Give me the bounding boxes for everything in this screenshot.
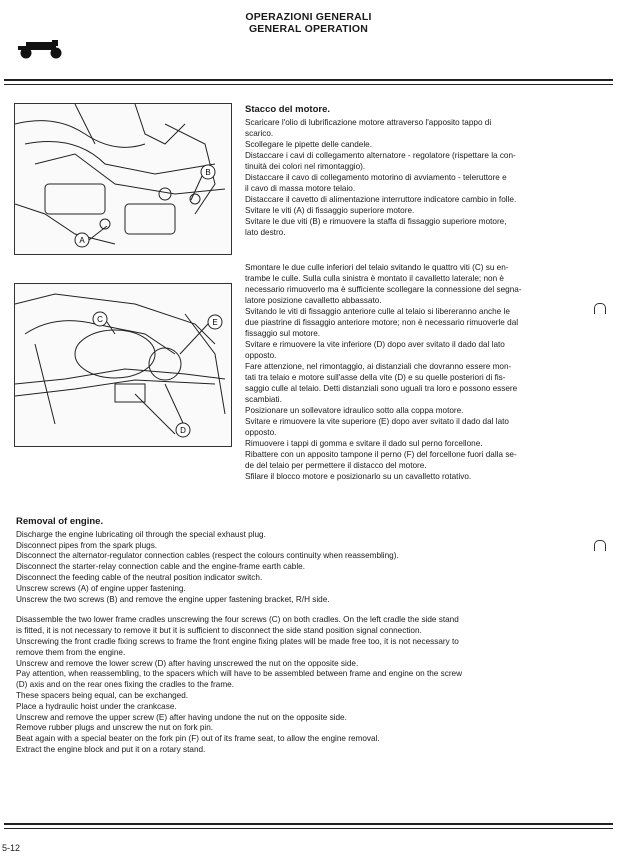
text-line: Unscrew and remove the lower screw (D) after having unscrewed the nut on the opposite side. bbox=[16, 658, 359, 668]
text-line: de del telaio per permettere il distacco del motore. bbox=[245, 461, 427, 470]
text-line: trambe le culle. Sulla culla sinistra è montato il cavalletto laterale; non è bbox=[245, 274, 504, 283]
text-line: Svitare le viti (A) di fissaggio superiore motore. bbox=[245, 206, 415, 215]
footer-rule bbox=[4, 823, 613, 825]
text-line: Disconnect pipes from the spark plugs. bbox=[16, 540, 158, 550]
engine-cradle-figure bbox=[14, 283, 232, 447]
text-line: latore posizione cavalletto abbassato. bbox=[245, 296, 382, 305]
text-line: opposto. bbox=[245, 428, 277, 437]
text-line: Disconnect the starter-relay connection cable and the engine-frame earth cable. bbox=[16, 562, 306, 572]
text-line: Extract the engine block and put it on a rotary stand. bbox=[16, 744, 206, 754]
text-line: Smontare le due culle inferiori del telaio svitando le quattro viti (C) su en- bbox=[245, 263, 509, 272]
text-line: Scaricare l'olio di lubrificazione motore attraverso l'apposito tappo di bbox=[245, 118, 492, 127]
italian-paragraph-2 bbox=[245, 262, 573, 482]
punch-hole-mark bbox=[594, 303, 606, 314]
text-line: opposto. bbox=[245, 351, 277, 360]
text-line: remove them from the engine. bbox=[16, 647, 126, 657]
italian-paragraph-1 bbox=[245, 117, 573, 238]
text-line: lato destro. bbox=[245, 228, 286, 237]
text-line: Pay attention, when reassembling, to the spacers which will have to be assembled between frame and engine on the screw bbox=[16, 669, 463, 679]
text-line: Remove rubber plugs and unscrew the nut on fork pin. bbox=[16, 723, 214, 733]
text-line: Unscrew and remove the upper screw (E) after having undone the nut on the opposite side. bbox=[16, 712, 347, 722]
text-line: Distaccare il cavo di collegamento motorino di avviamento - teleruttore e bbox=[245, 173, 507, 182]
text-line: Scollegare le pipette delle candele. bbox=[245, 140, 372, 149]
footer-rule-thin bbox=[4, 828, 613, 829]
text-line: Svitare e rimuovere la vite superiore (E) dopo aver svitato il dado dal lato bbox=[245, 417, 509, 426]
text-line: Unscrew the two screws (B) and remove the engine upper fastening bracket, R/H side. bbox=[16, 594, 330, 604]
figure-label-d: D bbox=[180, 426, 186, 435]
text-line: scarico. bbox=[245, 129, 274, 138]
text-line: Fare attenzione, nel rimontaggio, ai distanziali che dovranno essere mon- bbox=[245, 362, 512, 371]
text-line: is fitted, it is not necessary to remove it but it is sufficient to disconnect the side stand position signal connection. bbox=[16, 626, 422, 636]
text-line: Unscrew screws (A) of engine upper fastening. bbox=[16, 583, 186, 593]
text-line: Distaccare il cavetto di alimentazione interruttore indicatore cambio in folle. bbox=[245, 195, 517, 204]
italian-section bbox=[245, 104, 573, 238]
text-line: Disassemble the two lower frame cradles unscrewing the four screws (C) on both cradles. On the left cradle the side stand bbox=[16, 615, 459, 625]
header-rule bbox=[4, 79, 613, 81]
text-line: Discharge the engine lubricating oil through the special exhaust plug. bbox=[16, 529, 266, 539]
english-paragraph-2 bbox=[16, 615, 576, 755]
text-line: necessario rimuoverlo ma è sufficiente scollegare la connessione del segna- bbox=[245, 285, 522, 294]
text-line: (D) axis and on the rear ones fixing the cradles to the frame. bbox=[16, 680, 234, 690]
english-section-title: Removal of engine. bbox=[16, 516, 104, 527]
text-line: due piastrine di fissaggio anteriore motore; non è necessario rimuoverle dal bbox=[245, 318, 519, 327]
text-line: Rimuovere i tappi di gomma e svitare il dado sul perno forcellone. bbox=[245, 439, 483, 448]
text-line: Svitando le viti di fissaggio anteriore culle al telaio si libereranno anche le bbox=[245, 307, 510, 316]
text-line: Place a hydraulic hoist under the crankcase. bbox=[16, 701, 177, 711]
english-paragraph-1 bbox=[16, 530, 576, 606]
header-title-english: GENERAL OPERATION bbox=[248, 23, 369, 35]
text-line: Disconnect the feeding cable of the neutral position indicator switch. bbox=[16, 572, 263, 582]
text-line: Sfilare il blocco motore e posizionarlo su un cavalletto rotativo. bbox=[245, 472, 472, 481]
header-title-italian: OPERAZIONI GENERALI bbox=[245, 11, 372, 23]
text-line: Beat again with a special beater on the fork pin (F) out of its frame seat, to allow the engine removal. bbox=[16, 734, 380, 744]
text-line: Distaccare i cavi di collegamento alternatore - regolatore (rispettare la con- bbox=[245, 151, 516, 160]
figure-label-b: B bbox=[205, 168, 211, 177]
engine-upper-figure bbox=[14, 103, 232, 255]
figure-label-a: A bbox=[79, 236, 85, 245]
text-line: tati tra telaio e motore sull'asse della vite (D) e su quelle posteriori di fis- bbox=[245, 373, 506, 382]
text-line: Posizionare un sollevatore idraulico sotto alla coppa motore. bbox=[245, 406, 464, 415]
figure-label-e: E bbox=[212, 318, 218, 327]
text-line: Svitare le due viti (B) e rimuovere la staffa di fissaggio superiore motore, bbox=[245, 217, 507, 226]
motorcycle-icon bbox=[16, 38, 68, 60]
text-line: Svitare e rimuovere la vite inferiore (D) dopo aver svitato il dado dal lato bbox=[245, 340, 505, 349]
english-section bbox=[16, 517, 576, 756]
text-line: tinuità dei colori nel rimontaggio). bbox=[245, 162, 366, 171]
text-line: Ribattere con un apposito tampone il perno (F) del forcellone fuori dalla se- bbox=[245, 450, 517, 459]
text-line: saggio culle al telaio. Detti distanziali sono uguali tra loro e possono essere bbox=[245, 384, 518, 393]
header-rule-thin bbox=[4, 84, 613, 85]
text-line: Unscrewing the front cradle fixing screws to frame the front engine fixing plates will be made free too, it is not necessary to bbox=[16, 636, 459, 646]
text-line: fissaggio sul motore. bbox=[245, 329, 321, 338]
text-line: Disconnect the alternator-regulator connection cables (respect the colours continuity when reassembling). bbox=[16, 551, 399, 561]
page-number: 5-12 bbox=[2, 843, 21, 853]
italian-section-title: Stacco del motore. bbox=[245, 104, 330, 115]
text-line: These spacers being equal, can be exchanged. bbox=[16, 690, 189, 700]
punch-hole-mark bbox=[594, 540, 606, 551]
figure-label-c: C bbox=[97, 315, 103, 324]
text-line: scambiati. bbox=[245, 395, 282, 404]
text-line: il cavo di massa motore telaio. bbox=[245, 184, 356, 193]
